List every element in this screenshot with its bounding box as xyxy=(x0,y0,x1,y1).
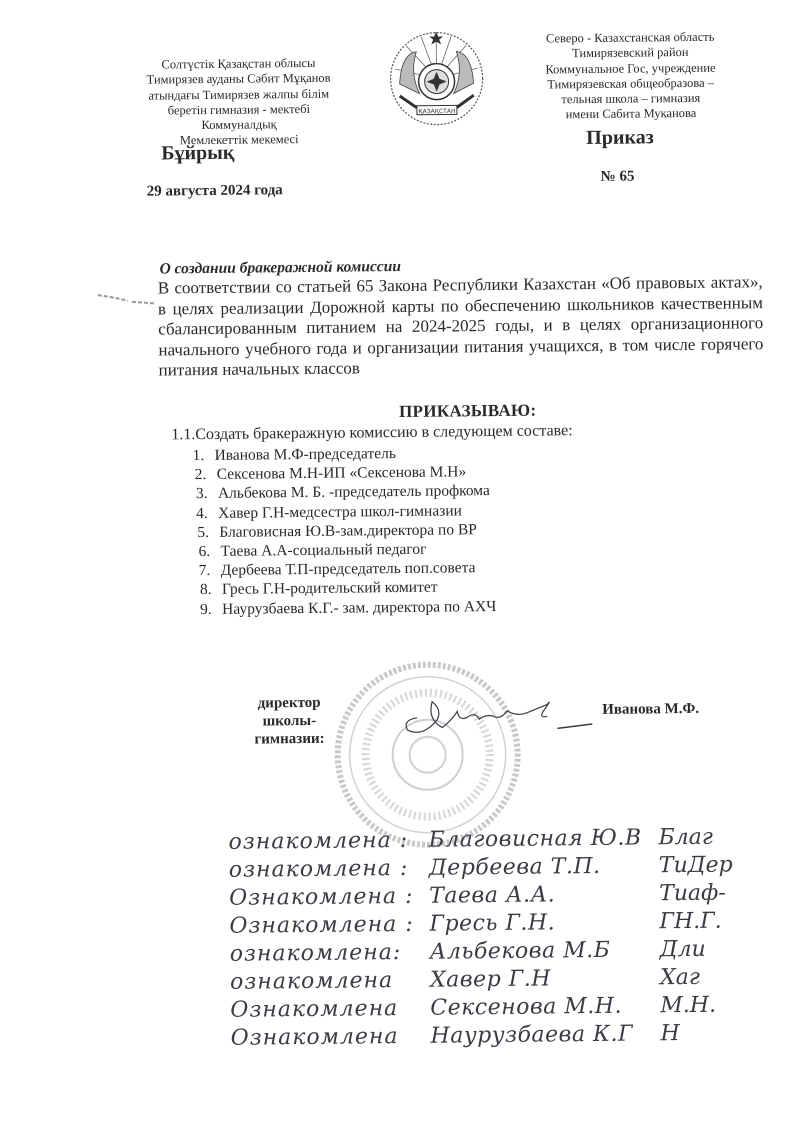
director-name: Иванова М.Ф. xyxy=(602,701,699,719)
header-line: Тимирязев ауданы Сәбит Мұқанов xyxy=(124,71,354,89)
acknowledgement-list xyxy=(228,824,790,1054)
header-line: атындағы Тимирязев жалпы білім xyxy=(124,86,354,104)
header-line: Тимирязевская общеобразова – xyxy=(516,75,746,93)
document-title-kazakh: Бұйрық xyxy=(161,142,234,166)
document-title-russian: Приказ xyxy=(586,126,654,150)
official-stamp-icon xyxy=(332,659,524,851)
order-preamble: В соответствии со статьей 65 Закона Республики Казахстан «Об правовых актах», в целях реализации Дорожной карты по обеспечению школьников качественным сбалансированным питанием на 2024-2025 годы, и в целях организационного начального учебного года и организации питания учащихся, в том числе горячего питания начальных классов xyxy=(158,272,764,381)
order-date: 29 августа 2024 года xyxy=(147,182,283,200)
list-item: 3. Альбекова М. Б. -председатель профкома xyxy=(193,481,495,503)
header-line: Коммунальное Гос, учреждение xyxy=(515,60,745,78)
handwritten-signature: Н xyxy=(660,1021,679,1046)
header-line: Мемлекеттік мекемесі xyxy=(124,132,354,150)
handwritten-signature: Хаг xyxy=(660,965,700,990)
acknowledgement-row: ознакомлена Хавер Г.Н Хаг xyxy=(230,964,790,998)
acknowledgement-row: Ознакомлена : Гресь Г.Н. ГН.Г. xyxy=(229,908,789,942)
list-item: 7. Дербеева Т.П-председатель поп.совета xyxy=(194,558,496,580)
handwritten-signature: М.Н. xyxy=(660,993,716,1019)
list-item: 6. Таева А.А-социальный педагог xyxy=(193,539,495,561)
order-heading: ПРИКАЗЫВАЮ: xyxy=(399,401,537,422)
acknowledgement-row: ознакомлена : Благовисная Ю.В Благ xyxy=(228,824,788,858)
list-item: 8. Гресь Г.Н-родительский комитет xyxy=(194,577,496,599)
header-line: имени Сабита Муканова xyxy=(516,106,746,124)
header-line: Северо - Казахстанская область xyxy=(515,29,745,47)
acknowledgement-row: ознакомлена: Альбекова М.Б Дли xyxy=(230,936,790,970)
header-right-russian xyxy=(515,29,746,123)
acknowledgement-row: Ознакомлена Наурузбаева К.Г Н xyxy=(230,1020,790,1054)
director-signature-icon xyxy=(397,688,598,740)
header-line: Коммуналдық xyxy=(124,117,354,135)
state-emblem-icon xyxy=(381,23,492,134)
list-item: 9. Наурузбаева К.Г.- зам. директора по АХЧ xyxy=(194,597,496,619)
header-line: тельная школа – гимназия xyxy=(516,91,746,109)
handwritten-signature: Тиаф- xyxy=(659,881,726,907)
acknowledgement-row: Ознакомлена : Таева А.А. Тиаф- xyxy=(229,880,789,914)
handwritten-signature: Благ xyxy=(658,825,713,851)
list-item: 5. Благовисная Ю.В-зам.директора по ВР xyxy=(193,520,495,542)
ink-smudge xyxy=(58,289,158,310)
handwritten-signature: ГН.Г. xyxy=(659,909,722,935)
order-number: № 65 xyxy=(601,169,635,186)
header-line: Тимирязевский район xyxy=(515,45,745,63)
list-item: 2. Сексенова М.Н-ИП «Сексенова М.Н» xyxy=(193,462,495,484)
svg-text:ҚАЗАҚСТАН: ҚАЗАҚСТАН xyxy=(418,108,455,115)
acknowledgement-row: ознакомлена : Дербеева Т.П. ТиДер xyxy=(229,852,789,886)
list-item: 1. Иванова М.Ф-председатель xyxy=(192,443,494,465)
acknowledgement-row: Ознакомлена Сексенова М.Н. М.Н. xyxy=(230,992,790,1026)
handwritten-signature: Дли xyxy=(660,937,706,962)
header-line: Солтүстік Қазақстан облысы xyxy=(123,55,353,73)
header-line: беретін гимназия - мектебі xyxy=(124,101,354,119)
order-subject: О создании бракеражной комиссии xyxy=(159,258,401,279)
order-item: 1.1.Создать бракеражную комиссию в следующем составе: xyxy=(171,422,573,444)
director-title: директор школы-гимназии: xyxy=(234,694,345,749)
commission-members-list xyxy=(192,443,496,619)
handwritten-signature: ТиДер xyxy=(659,853,733,879)
header-left-kazakh xyxy=(123,55,354,149)
list-item: 4. Хавер Г.Н-медсестра школ-гимназии xyxy=(193,501,495,523)
